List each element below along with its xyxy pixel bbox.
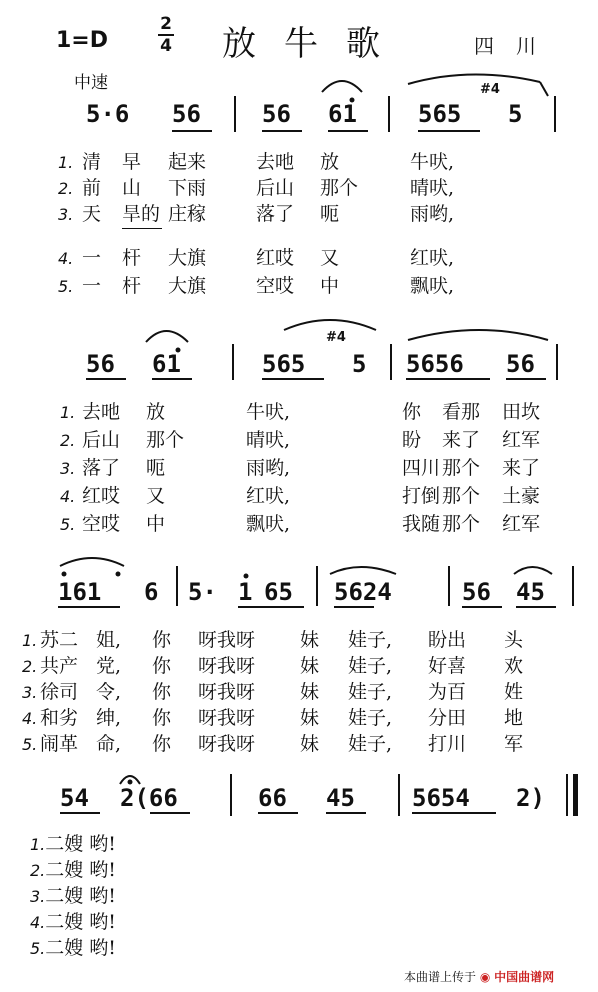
grace-note: #4 <box>326 330 346 345</box>
lyric-cell: 你 <box>152 707 172 729</box>
lyric-cell: 中 <box>146 513 166 535</box>
lyric-verse <box>58 176 73 201</box>
lyric-cell: 后山 <box>82 429 121 451</box>
beam <box>328 130 368 132</box>
lyric-cell: 落了 <box>256 203 295 225</box>
lyric-cell: 后山 <box>256 177 295 199</box>
lyric-cell: 呀我呀 <box>198 733 256 755</box>
lyric-cell: 晴吠, <box>410 177 455 199</box>
beam <box>326 812 366 814</box>
lyric-cell: 山 <box>122 177 142 199</box>
verse-number: 2. <box>60 431 76 450</box>
lyric-cell: 旱的 <box>122 203 161 225</box>
lyric-cell: 雨哟, <box>246 457 291 479</box>
barline <box>554 96 556 132</box>
barline <box>398 774 400 816</box>
note-group: 1 <box>238 578 253 606</box>
verse-number: 1. <box>30 835 46 854</box>
lyric-cell: 呀我呀 <box>198 681 256 703</box>
beam <box>334 606 374 608</box>
lyric-cell: 起来 <box>168 151 207 173</box>
lyric-cell: 你 <box>152 681 172 703</box>
lyric-cell: 绅, <box>96 707 122 729</box>
lyric-cell: 地 <box>504 707 524 729</box>
note-group: 2) <box>516 784 545 812</box>
verse-text: 二嫂 哟! <box>45 859 116 881</box>
lyric-cell: 苏二 <box>40 629 79 651</box>
note-group: 45 <box>516 578 545 606</box>
note-group: 56 <box>462 578 491 606</box>
word-underline <box>122 228 162 229</box>
lyric-cell: 我随 <box>402 513 441 535</box>
verse-text: 二嫂 哟! <box>45 885 116 907</box>
song-title: 放牛歌 <box>222 24 408 64</box>
note-group: 61 <box>152 350 181 378</box>
lyric-cell: 红哎 <box>82 485 121 507</box>
barline <box>232 344 234 380</box>
note-group: 161 <box>58 578 102 606</box>
verse-text: 二嫂 哟! <box>45 911 116 933</box>
note-group: 56 <box>506 350 535 378</box>
lyric-cell: 娃子, <box>348 733 393 755</box>
beam <box>60 812 100 814</box>
grace-note: #4 <box>480 82 500 97</box>
lyric-cell: 盼出 <box>428 629 467 651</box>
lyric-cell: 呃 <box>146 457 166 479</box>
lyric-cell: 天 <box>82 203 102 225</box>
lyric-cell: 好喜 <box>428 655 467 677</box>
lyric-cell: 党, <box>96 655 122 677</box>
footer-brand[interactable]: 中国曲谱网 <box>494 970 555 984</box>
lyric-cell: 放 <box>146 401 166 423</box>
beam <box>150 812 190 814</box>
barline <box>234 96 236 132</box>
lyric-cell: 清 <box>82 151 102 173</box>
lyric-cell: 妹 <box>300 655 320 677</box>
beam <box>258 812 298 814</box>
verse-number: 5. <box>30 939 46 958</box>
lyric-verse <box>58 246 73 271</box>
lyric-cell: 红哎 <box>256 247 295 269</box>
lyric-cell: 呀我呀 <box>198 629 256 651</box>
lyric-cell: 一 <box>82 275 102 297</box>
barline <box>572 566 574 606</box>
beam <box>462 606 502 608</box>
beam <box>264 606 304 608</box>
key-signature: 1=D <box>56 28 109 53</box>
lyric-cell: 放 <box>320 151 340 173</box>
lyric-cell: 妹 <box>300 707 320 729</box>
lyric-cell: 娃子, <box>348 681 393 703</box>
lyric-cell: 头 <box>504 629 524 651</box>
lyric-cell: 看那 <box>442 401 481 423</box>
lyric-cell: 早 <box>122 151 142 173</box>
note-group: 565 <box>262 350 306 378</box>
lyric-verse <box>22 628 37 653</box>
lyric-cell: 闹革 <box>40 733 79 755</box>
note-group: 56 <box>172 100 201 128</box>
lyric-cell: 那个 <box>146 429 185 451</box>
lyric-cell: 打倒 <box>402 485 441 507</box>
site-logo-icon: ◉ <box>479 970 491 984</box>
lyric-cell: 雨哟, <box>410 203 455 225</box>
verse-number: 3. <box>58 205 74 224</box>
lyric-cell: 你 <box>152 655 172 677</box>
lyric-cell: 红军 <box>502 429 541 451</box>
note-group: 5 <box>508 100 523 128</box>
verse-text: 二嫂 哟! <box>45 833 116 855</box>
lyric-cell: 下雨 <box>168 177 207 199</box>
note-group: 5 <box>352 350 367 378</box>
lyric-cell: 姓 <box>504 681 524 703</box>
lyric-cell: 妹 <box>300 681 320 703</box>
note-group: 45 <box>326 784 355 812</box>
lyric-cell: 那个 <box>442 485 481 507</box>
lyric-cell: 那个 <box>442 457 481 479</box>
lyric-cell: 空哎 <box>82 513 121 535</box>
barline <box>448 566 450 606</box>
lyric-verse <box>60 512 75 537</box>
lyric-cell: 落了 <box>82 457 121 479</box>
lyric-verse <box>60 428 75 453</box>
footer-text: 本曲谱上传于 <box>404 970 477 984</box>
lyric-cell: 你 <box>402 401 422 423</box>
verse-number: 1. <box>58 153 74 172</box>
lyric-verse <box>58 150 73 175</box>
verse-number: 4. <box>60 487 76 506</box>
beam <box>516 606 556 608</box>
song-origin: 四川 <box>474 34 558 58</box>
lyric-cell: 去吔 <box>82 401 121 423</box>
lyric-verse <box>22 706 37 731</box>
lyric-cell: 呀我呀 <box>198 707 256 729</box>
barline <box>556 344 558 380</box>
verse-number: 1. <box>22 631 38 650</box>
lyric-cell: 妹 <box>300 733 320 755</box>
system-4-fermata <box>0 760 598 800</box>
note-group: 2(66 <box>120 784 178 812</box>
lyric-cell: 欢 <box>504 655 524 677</box>
lyric-verse <box>30 858 116 883</box>
lyric-cell: 杆 <box>122 247 142 269</box>
note-group: 5· <box>188 578 217 606</box>
lyric-cell: 呀我呀 <box>198 655 256 677</box>
note-group: 5654 <box>412 784 470 812</box>
barline <box>388 96 390 132</box>
lyric-cell: 军 <box>504 733 524 755</box>
lyric-cell: 前 <box>82 177 102 199</box>
barline <box>316 566 318 606</box>
verse-number: 3. <box>22 683 38 702</box>
lyric-cell: 娃子, <box>348 707 393 729</box>
barline <box>176 566 178 606</box>
beam <box>86 378 126 380</box>
lyric-cell: 又 <box>146 485 166 507</box>
time-numerator: 2 <box>160 14 172 34</box>
beam <box>418 130 480 132</box>
note-group: 56 <box>86 350 115 378</box>
lyric-verse <box>22 732 37 757</box>
verse-number: 4. <box>22 709 38 728</box>
lyric-verse <box>58 274 73 299</box>
lyric-cell: 田坎 <box>502 401 541 423</box>
lyric-cell: 你 <box>152 629 172 651</box>
lyric-cell: 杆 <box>122 275 142 297</box>
lyric-cell: 红军 <box>502 513 541 535</box>
lyric-verse <box>30 936 116 961</box>
beam <box>172 130 212 132</box>
lyric-verse <box>60 456 75 481</box>
lyric-cell: 空哎 <box>256 275 295 297</box>
lyric-verse <box>30 832 116 857</box>
beam <box>506 378 546 380</box>
verse-number: 3. <box>30 887 46 906</box>
lyric-cell: 来了 <box>442 429 481 451</box>
beam <box>406 378 490 380</box>
barline <box>230 774 232 816</box>
lyric-cell: 庄稼 <box>168 203 207 225</box>
lyric-cell: 为百 <box>428 681 467 703</box>
verse-number: 5. <box>60 515 76 534</box>
lyric-cell: 一 <box>82 247 102 269</box>
lyric-cell: 和劣 <box>40 707 79 729</box>
lyric-verse <box>60 484 75 509</box>
note-group: 54 <box>60 784 89 812</box>
lyric-cell: 牛吠, <box>246 401 291 423</box>
lyric-cell: 牛吠, <box>410 151 455 173</box>
verse-number: 1. <box>60 403 76 422</box>
barline <box>390 344 392 380</box>
lyric-verse <box>30 910 116 935</box>
lyric-cell: 姐, <box>96 629 122 651</box>
beam <box>262 378 324 380</box>
lyric-cell: 娃子, <box>348 655 393 677</box>
lyric-cell: 呃 <box>320 203 340 225</box>
verse-number: 2. <box>58 179 74 198</box>
verse-number: 3. <box>60 459 76 478</box>
lyric-cell: 娃子, <box>348 629 393 651</box>
lyric-verse <box>22 680 37 705</box>
beam <box>152 378 192 380</box>
lyric-verse <box>22 654 37 679</box>
lyric-cell: 徐司 <box>40 681 79 703</box>
final-barline-thick <box>573 774 578 816</box>
tempo-marking: 中速 <box>74 73 108 93</box>
beam <box>412 812 496 814</box>
note-group: 56 <box>262 100 291 128</box>
lyric-cell: 打川 <box>428 733 467 755</box>
lyric-verse <box>60 400 75 425</box>
lyric-cell: 又 <box>320 247 340 269</box>
note-group: 5·6 <box>86 100 130 128</box>
lyric-cell: 令, <box>96 681 122 703</box>
lyric-cell: 大旗 <box>168 247 207 269</box>
lyric-cell: 你 <box>152 733 172 755</box>
lyric-cell: 红吠, <box>246 485 291 507</box>
footer-attribution <box>404 968 554 985</box>
lyric-verse <box>58 202 73 227</box>
beam <box>58 606 120 608</box>
lyric-cell: 中 <box>320 275 340 297</box>
time-denominator: 4 <box>160 36 172 56</box>
lyric-cell: 飘吠, <box>246 513 291 535</box>
lyric-cell: 命, <box>96 733 122 755</box>
lyric-cell: 盼 <box>402 429 422 451</box>
note-group: 5656 <box>406 350 464 378</box>
note-group: 5624 <box>334 578 392 606</box>
lyric-cell: 妹 <box>300 629 320 651</box>
beam <box>262 130 302 132</box>
lyric-cell: 红吠, <box>410 247 455 269</box>
lyric-cell: 土豪 <box>502 485 541 507</box>
note-group: 66 <box>258 784 287 812</box>
lyric-cell: 那个 <box>442 513 481 535</box>
final-barline-thin <box>566 774 568 816</box>
note-group: 61 <box>328 100 357 128</box>
lyric-cell: 去吔 <box>256 151 295 173</box>
lyric-cell: 那个 <box>320 177 359 199</box>
note-group: 6 <box>144 578 159 606</box>
lyric-cell: 晴吠, <box>246 429 291 451</box>
verse-number: 4. <box>30 913 46 932</box>
note-group: 565 <box>418 100 462 128</box>
verse-number: 5. <box>58 277 74 296</box>
lyric-cell: 分田 <box>428 707 467 729</box>
lyric-cell: 共产 <box>40 655 79 677</box>
lyric-cell: 大旗 <box>168 275 207 297</box>
lyric-cell: 飘吠, <box>410 275 455 297</box>
lyric-verse <box>30 884 116 909</box>
verse-number: 5. <box>22 735 38 754</box>
verse-number: 2. <box>22 657 38 676</box>
verse-number: 2. <box>30 861 46 880</box>
lyric-cell: 来了 <box>502 457 541 479</box>
lyric-cell: 四川 <box>402 457 441 479</box>
verse-number: 4. <box>58 249 74 268</box>
verse-text: 二嫂 哟! <box>45 937 116 959</box>
note-group: 65 <box>264 578 293 606</box>
